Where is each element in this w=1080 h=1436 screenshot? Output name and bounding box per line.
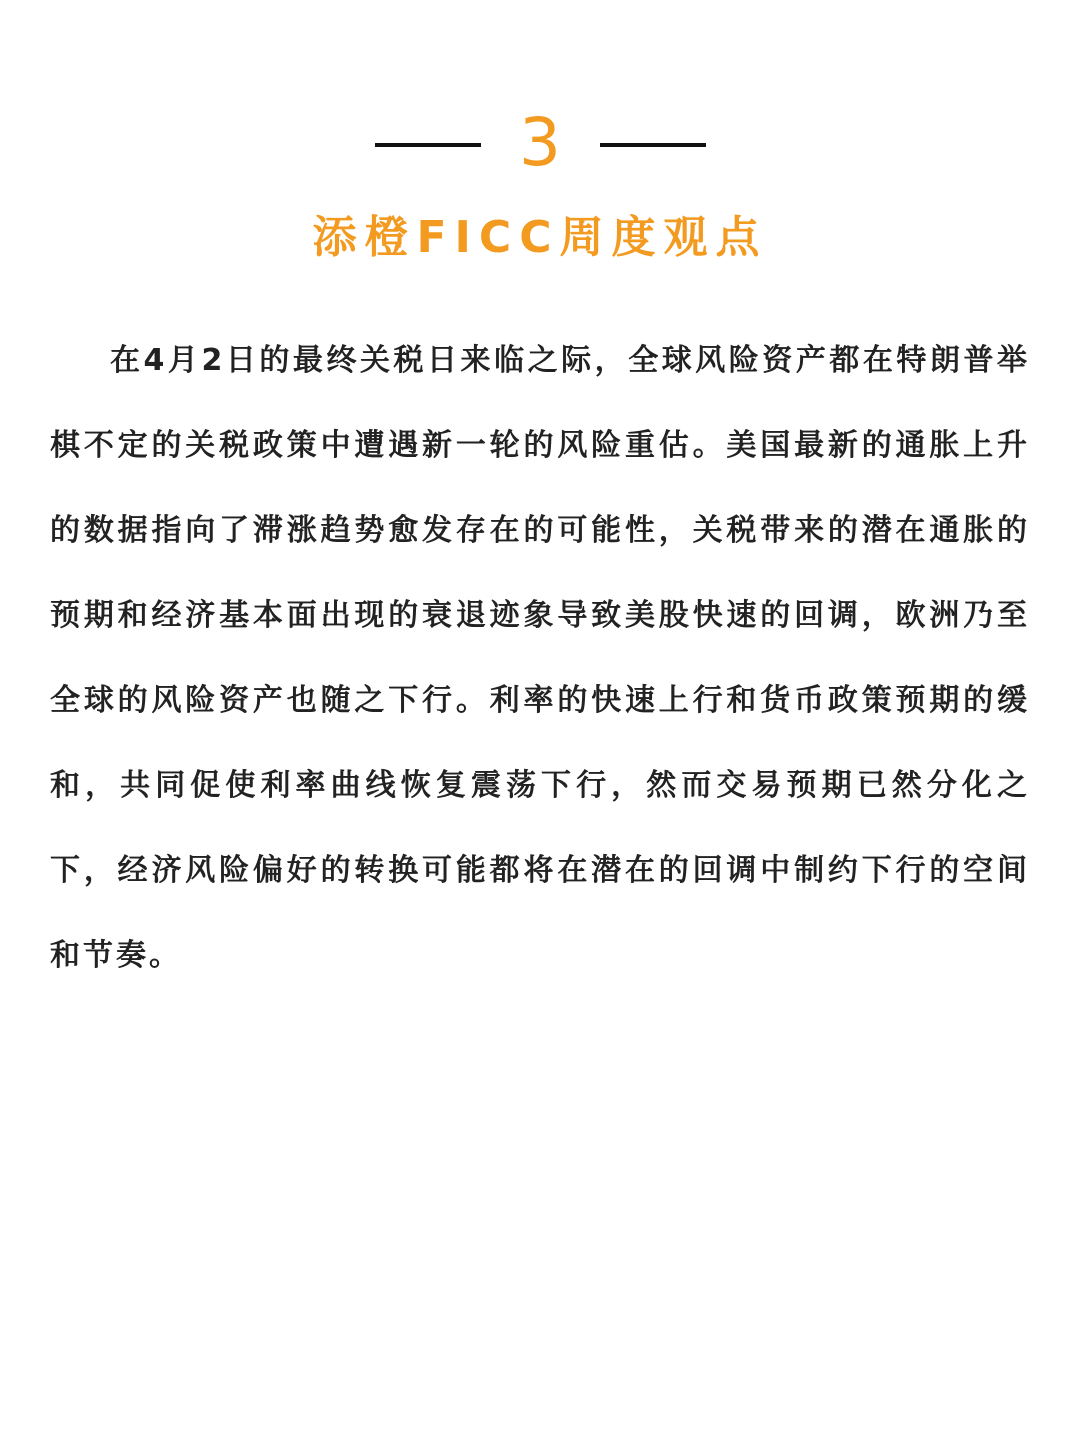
- section-header: [0, 104, 1080, 181]
- section-number: 3: [519, 104, 561, 181]
- right-divider-line: [600, 143, 706, 147]
- body-paragraph: 在4月2日的最终关税日来临之际，全球风险资产都在特朗普举棋不定的关税政策中遭遇新一轮的风险重估。美国最新的通胀上升的数据指向了滞涨趋势愈发存在的可能性，关税带来的潜在通胀的预期和经济基本面出现的衰退迹象导致美股快速的回调，欧洲乃至全球的风险资产也随之下行。利率的快速上行和货币政策预期的缓和，共同促使利率曲线恢复震荡下行，然而交易预期已然分化之下，经济风险偏好的转换可能都将在潜在的回调中制约下行的空间和节奏。: [50, 343, 1030, 973]
- section-title: 添橙FICC周度观点: [312, 212, 768, 263]
